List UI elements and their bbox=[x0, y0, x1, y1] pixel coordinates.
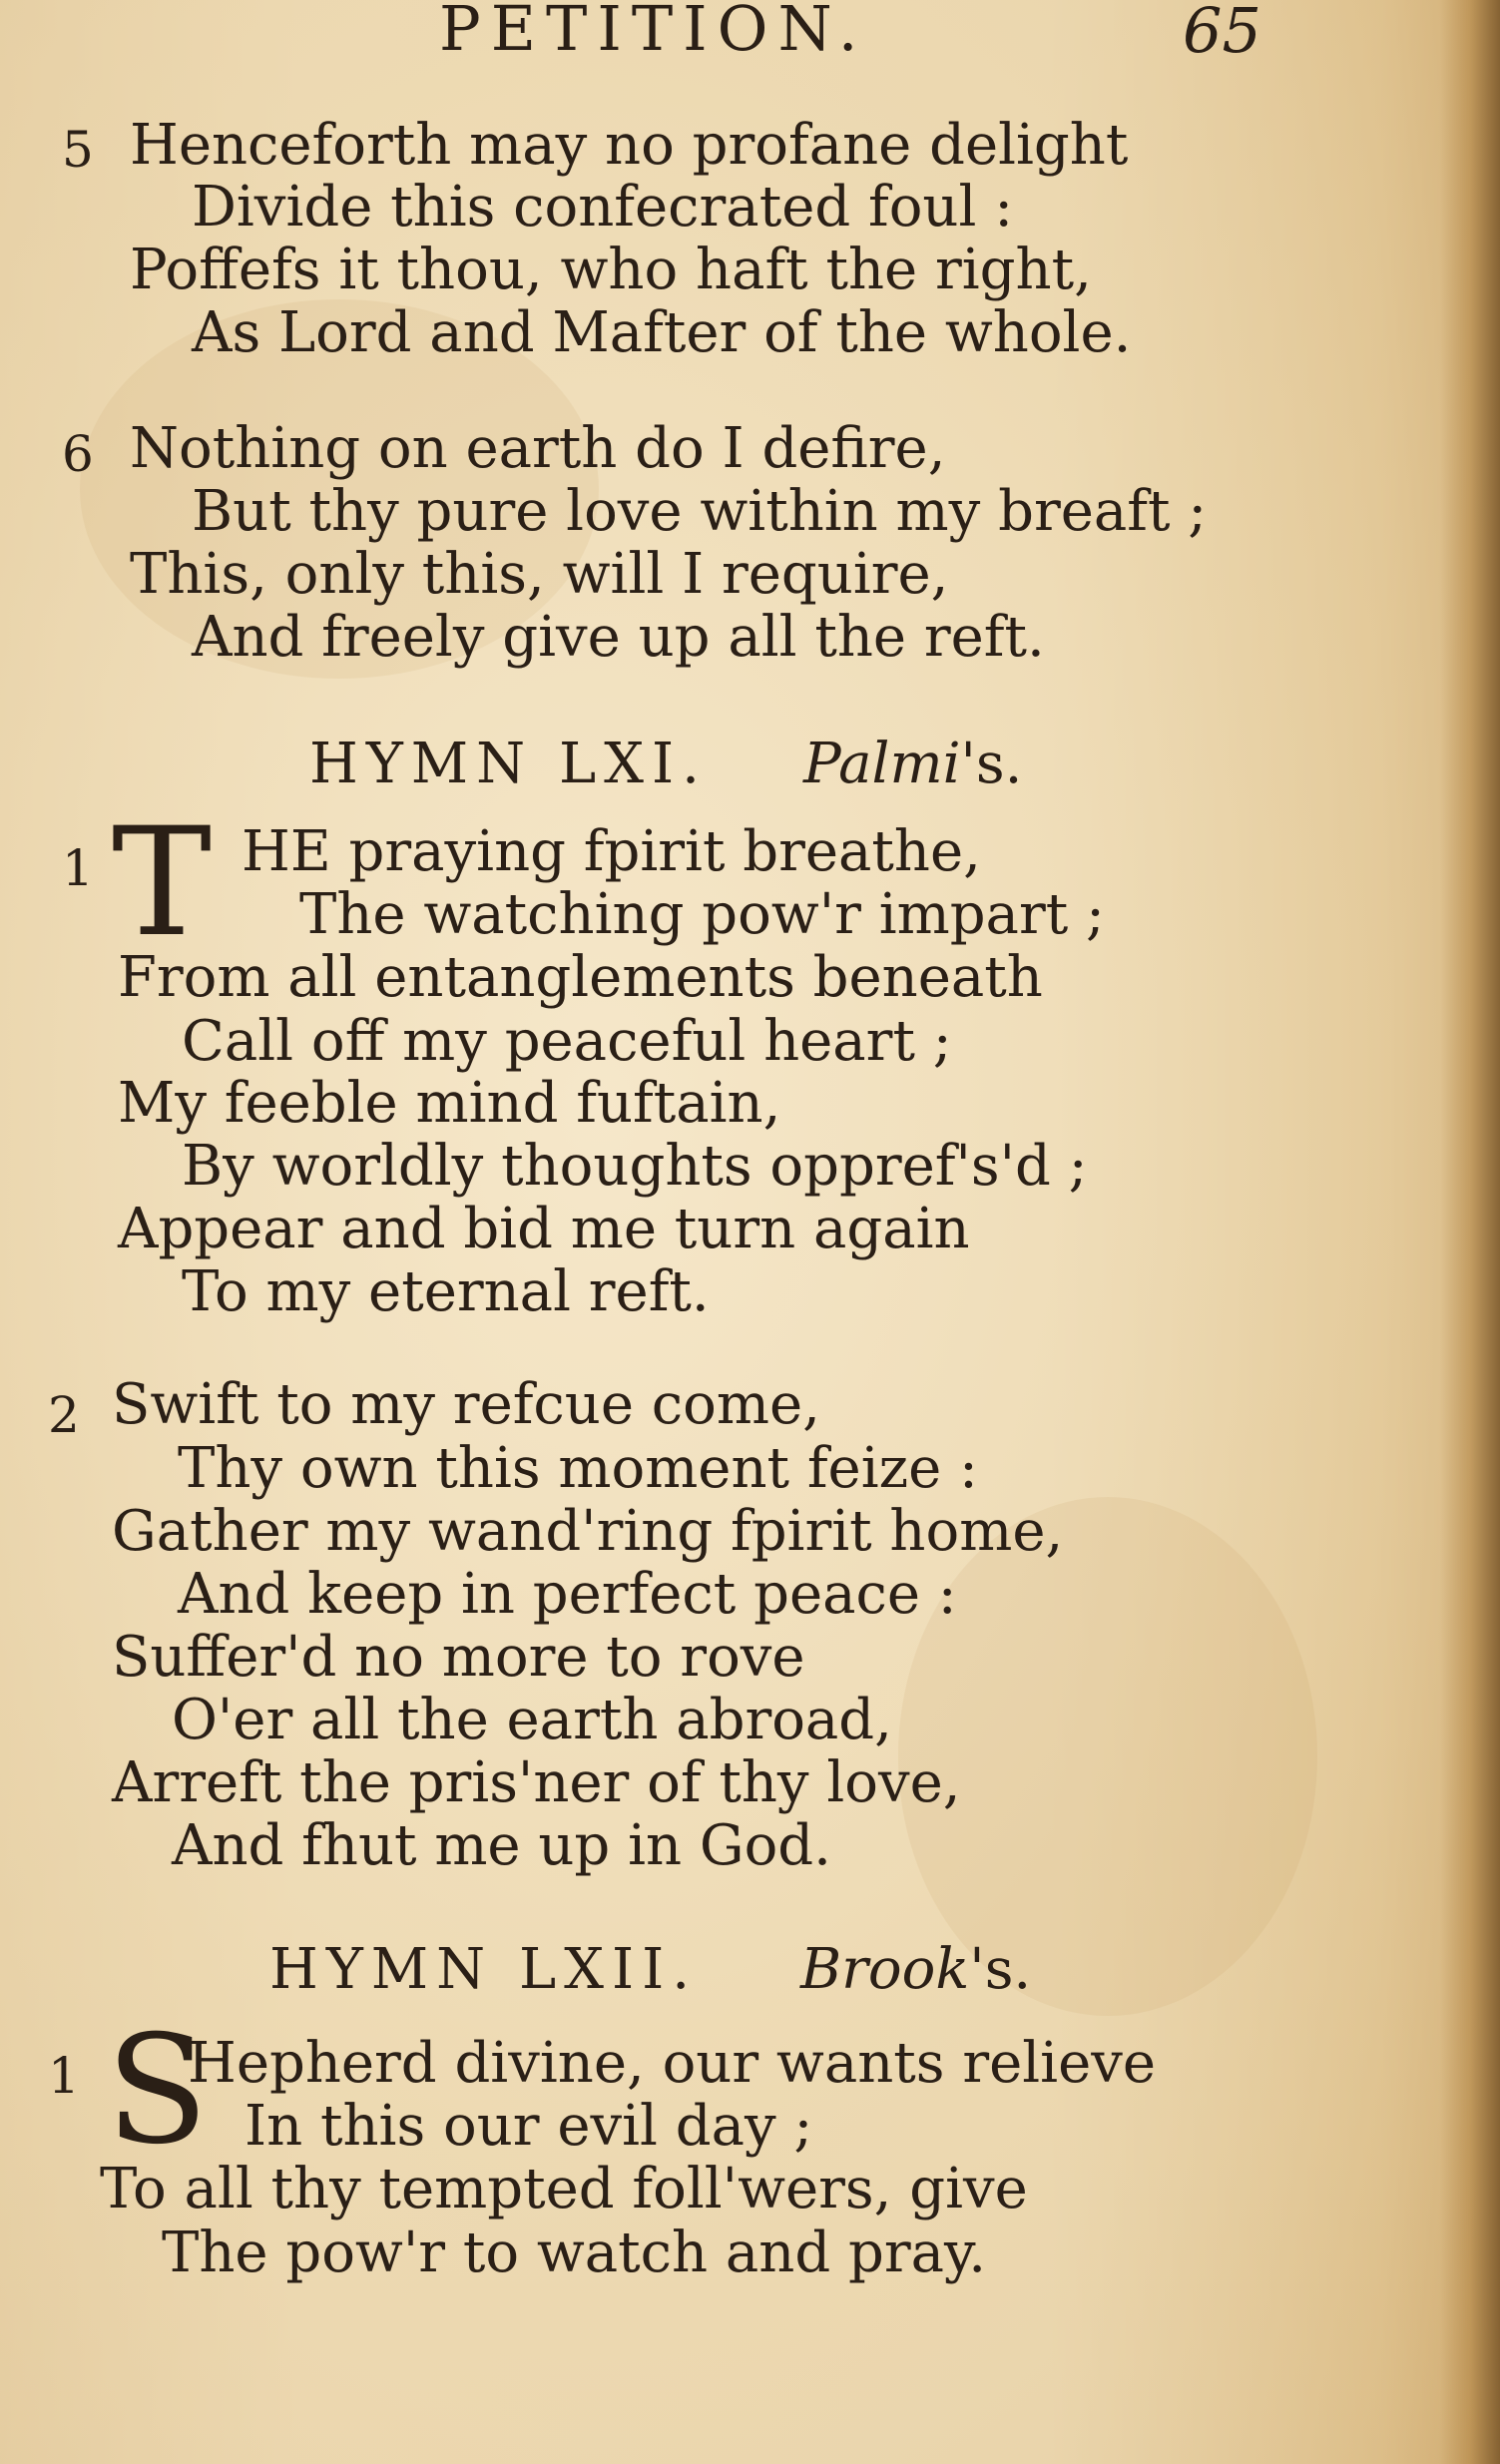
verse-line: And keep in perfect peace : bbox=[178, 1562, 957, 1627]
verse-line: Divide this confecrated foul : bbox=[192, 175, 1014, 240]
header-title: PETITION. bbox=[439, 0, 868, 65]
verse-line: And freely give up all the reft. bbox=[192, 605, 1045, 670]
stanza-number: 5 bbox=[62, 121, 94, 179]
verse-line: HE praying fpirit breathe, bbox=[242, 819, 981, 884]
stanza-number: 1 bbox=[48, 2047, 80, 2105]
verse-line: The pow'r to watch and pray. bbox=[162, 2220, 986, 2285]
verse-line: Henceforth may no profane delight bbox=[130, 113, 1129, 178]
verse-line: Appear and bid me turn again bbox=[118, 1197, 970, 1261]
verse-line: Nothing on earth do I defire, bbox=[130, 416, 946, 481]
hymn-author-suffix: 's. bbox=[960, 732, 1023, 796]
verse-line: To all thy tempted foll'wers, give bbox=[100, 2157, 1028, 2221]
drop-cap: T bbox=[112, 796, 213, 970]
verse-line: My feeble mind fuftain, bbox=[118, 1071, 781, 1136]
hymn-author-name: Palmi bbox=[803, 732, 961, 796]
verse-line: Suffer'd no more to rove bbox=[112, 1625, 805, 1690]
stanza-number: 6 bbox=[62, 425, 94, 483]
hymn-61-heading bbox=[0, 729, 1437, 798]
hymn-title: HYMN LXI. bbox=[309, 732, 708, 796]
verse-line: This, only this, will I require, bbox=[130, 542, 949, 607]
hymn-author-name: Brook bbox=[800, 1937, 970, 2002]
drop-cap: S bbox=[106, 2004, 209, 2178]
verse-line: Poffefs it thou, who haft the right, bbox=[130, 238, 1092, 302]
verse-line: As Lord and Mafter of the whole. bbox=[192, 300, 1132, 365]
verse-line: Hepherd divine, our wants relieve bbox=[188, 2031, 1156, 2096]
verse-line: But thy pure love within my breaft ; bbox=[192, 479, 1208, 544]
verse-line: Gather my wand'ring fpirit home, bbox=[112, 1499, 1064, 1564]
verse-line: Thy own this moment feize : bbox=[178, 1436, 978, 1501]
hymn-author bbox=[800, 1937, 1032, 2002]
verse-line: And fhut me up in God. bbox=[172, 1813, 831, 1878]
stanza-number: 1 bbox=[62, 839, 94, 897]
hymn-title: HYMN LXII. bbox=[269, 1937, 699, 2002]
hymn-62-heading bbox=[0, 1934, 1437, 2004]
stanza-number: 2 bbox=[48, 1386, 80, 1444]
verse-line: Swift to my refcue come, bbox=[112, 1372, 820, 1437]
verse-line: To my eternal reft. bbox=[182, 1259, 710, 1324]
hymn-author bbox=[803, 732, 1023, 796]
verse-line: Arreft the pris'ner of thy love, bbox=[112, 1750, 961, 1815]
page-number: 65 bbox=[1183, 0, 1261, 67]
hymn-author-suffix: 's. bbox=[969, 1937, 1032, 2002]
verse-line: Call off my peaceful heart ; bbox=[182, 1009, 952, 1074]
verse-line: From all entanglements beneath bbox=[118, 945, 1043, 1010]
verse-line: In this our evil day ; bbox=[245, 2094, 813, 2159]
verse-line: The watching pow'r impart ; bbox=[299, 882, 1105, 947]
page-spine-shadow bbox=[1440, 0, 1500, 2464]
verse-line: By worldly thoughts oppref's'd ; bbox=[182, 1134, 1088, 1199]
running-header bbox=[0, 0, 1500, 70]
verse-line: O'er all the earth abroad, bbox=[172, 1688, 892, 1752]
